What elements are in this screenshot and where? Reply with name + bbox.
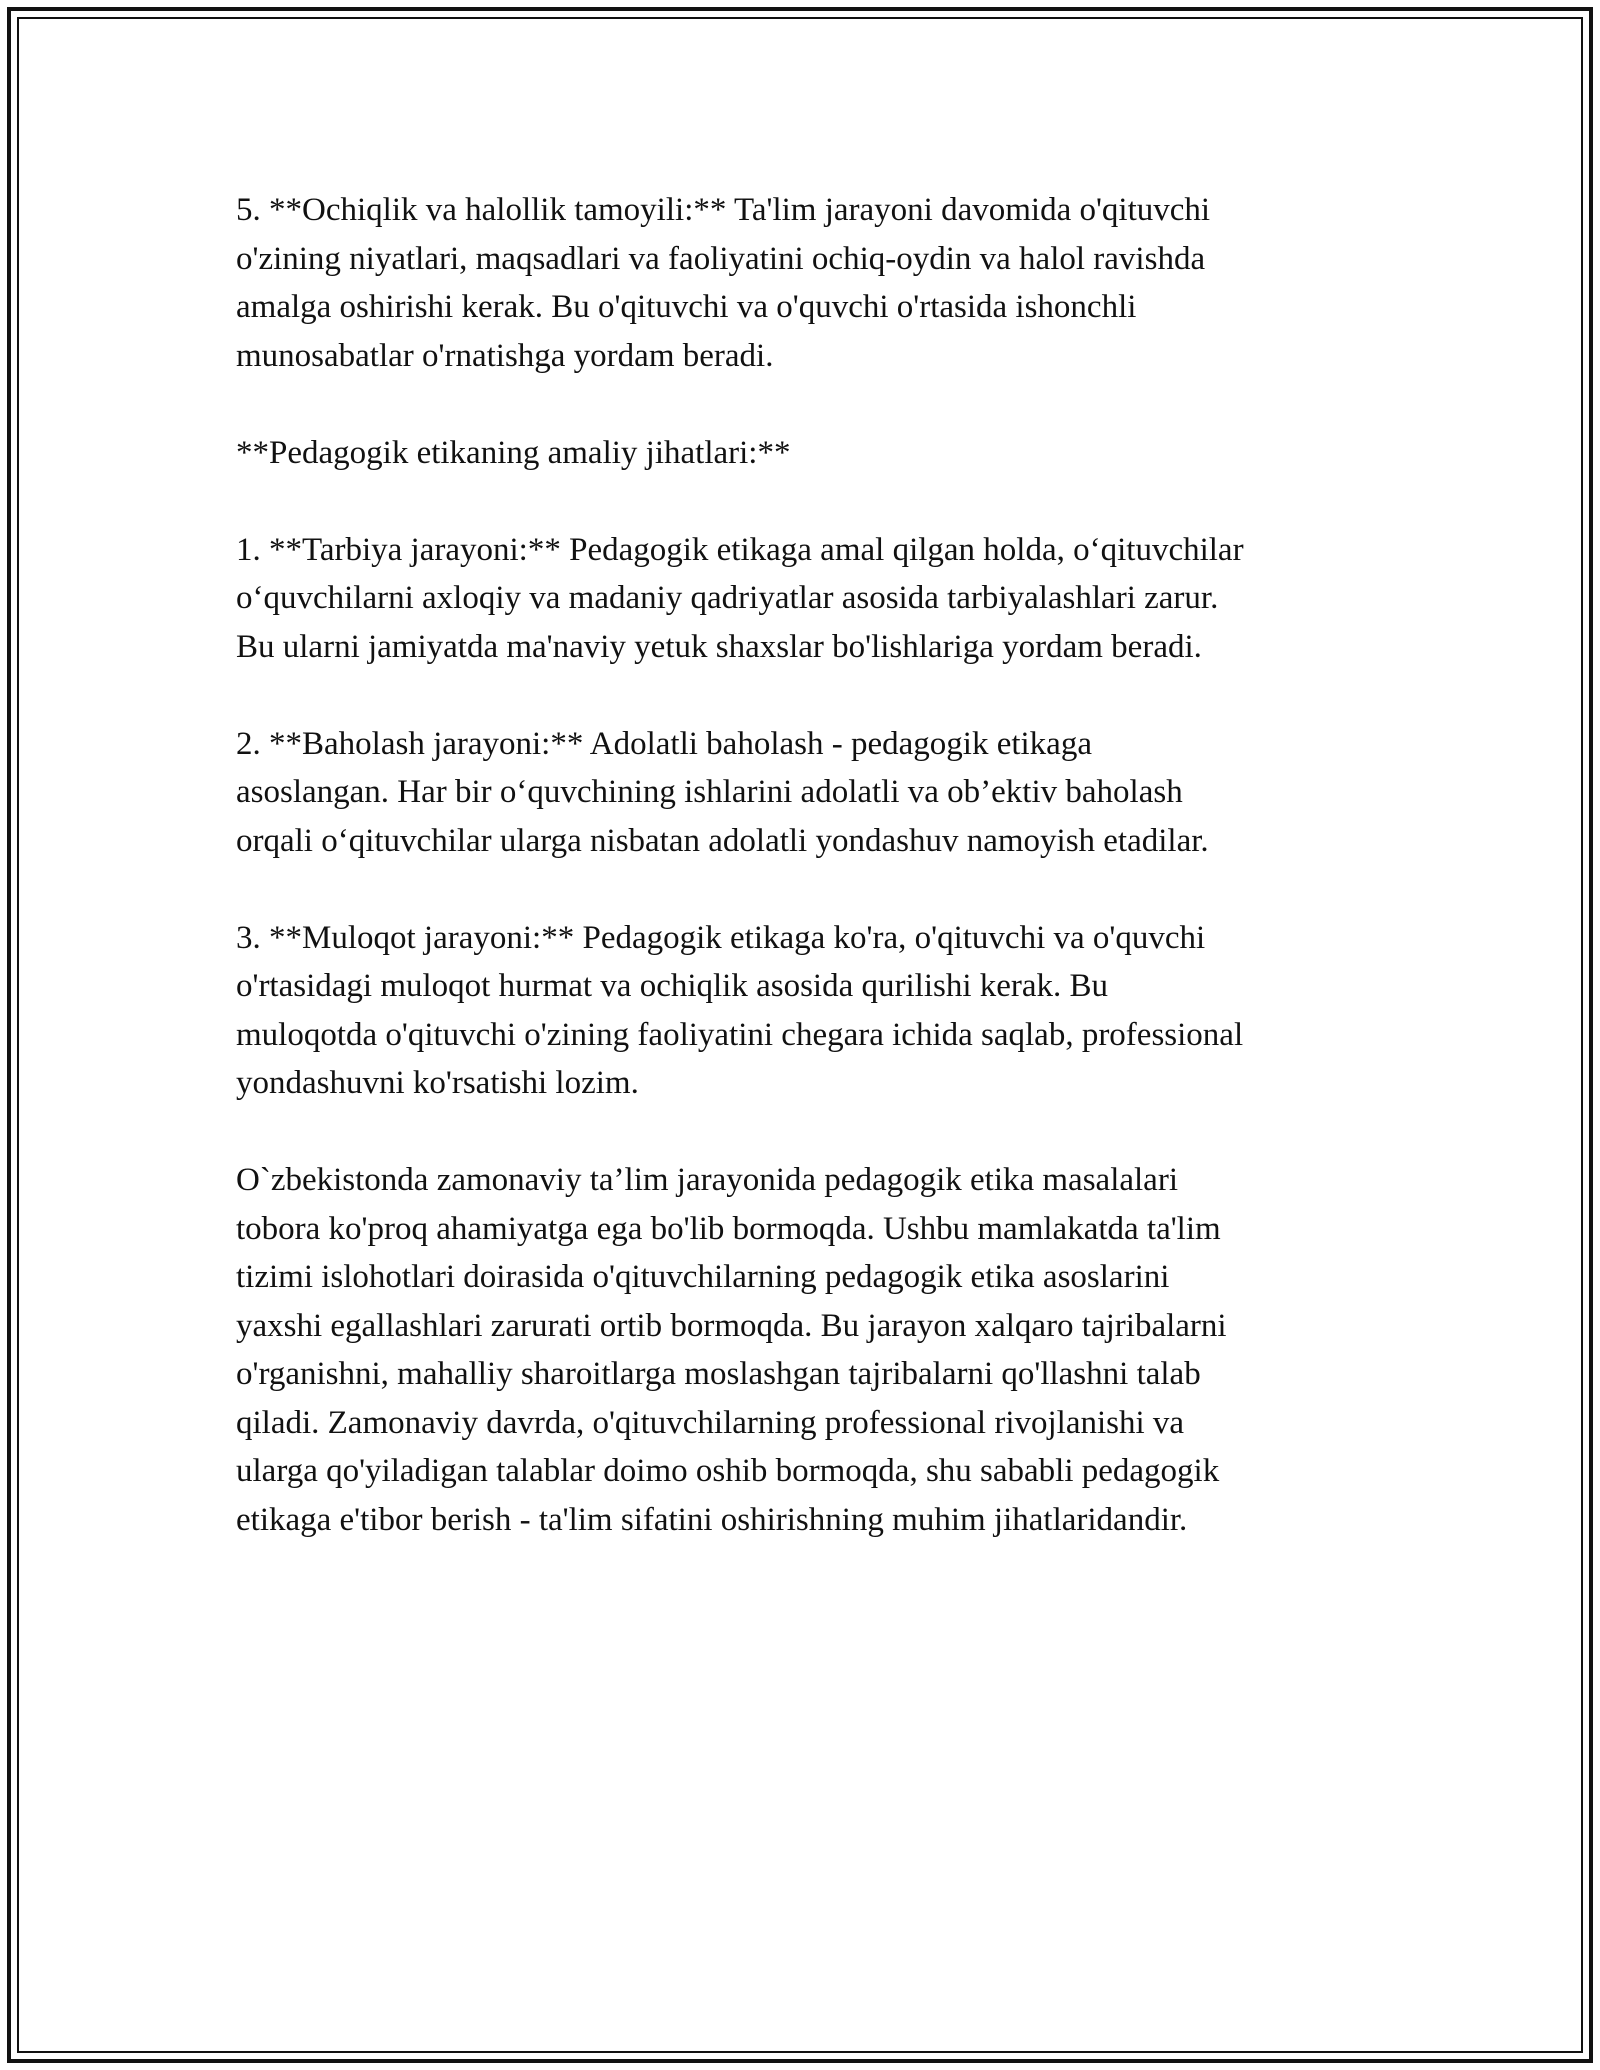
text-line: 3. **Muloqot jarayoni:** Pedagogik etikaga ko'ra, o'qituvchi va o'quvchi [236,919,1206,956]
text-line: o'rganishni, mahalliy sharoitlarga moslashgan tajribalarni qo'llashni talab [236,1356,1201,1392]
section-heading-practical-aspects [236,429,1376,478]
text-line: tobora ko'proq ahamiyatga ega bo'lib bormoqda. Ushbu mamlakatda ta'lim [236,1210,1221,1247]
text-line: O`zbekistonda zamonaviy ta’lim jarayonida pedagogik etika masalalari [236,1162,1178,1198]
paragraph-communication-process [236,914,1376,1108]
text-line: o‘quvchilarni axloqiy va madaniy qadriyatlar asosida tarbiyalashlari zarur. [236,580,1219,616]
text-line: orqali o‘qituvchilar ularga nisbatan adolatli yondashuv namoyish etadilar. [236,822,1209,859]
text-line: qiladi. Zamonaviy davrda, o'qituvchilarning professional rivojlanishi va [236,1404,1185,1441]
text-line: yondashuvni ko'rsatishi lozim. [236,1065,639,1101]
text-line: o'rtasidagi muloqot hurmat va ochiqlik asosida qurilishi kerak. Bu [236,968,1109,1004]
text-line: etikaga e'tibor berish - ta'lim sifatini oshirishning muhim jihatlaridandir. [236,1501,1188,1538]
text-line: yaxshi egallashlari zarurati ortib bormoqda. Bu jarayon xalqaro tajribalarni [236,1307,1227,1344]
text-line: ularga qo'yiladigan talablar doimo oshib bormoqda, shu sababli pedagogik [236,1453,1220,1489]
text-line: 5. **Ochiqlik va halollik tamoyili:** Ta'lim jarayoni davomida o'qituvchi [236,192,1211,228]
text-line: Bu ularni jamiyatda ma'naviy yetuk shaxslar bo'lishlariga yordam beradi. [236,628,1202,665]
document-body [236,186,1376,1593]
paragraph-uzbekistan-context [236,1156,1376,1544]
paragraph-upbringing-process [236,526,1376,672]
text-line: asoslangan. Har bir o‘quvchining ishlarini adolatli va ob’ektiv baholash [236,774,1183,810]
text-line: muloqotda o'qituvchi o'zining faoliyatini chegara ichida saqlab, professional [236,1016,1244,1053]
text-line: o'zining niyatlari, maqsadlari va faoliyatini ochiq-oydin va halol ravishda [236,240,1206,277]
paragraph-assessment-process [236,720,1376,866]
text-line: munosabatlar o'rnatishga yordam beradi. [236,337,774,374]
text-line: tizimi islohotlari doirasida o'qituvchilarning pedagogik etika asoslarini [236,1259,1170,1295]
text-line: **Pedagogik etikaning amaliy jihatlari:** [236,434,791,471]
text-line: 1. **Tarbiya jarayoni:** Pedagogik etikaga amal qilgan holda, o‘qituvchilar [236,531,1244,568]
text-line: amalga oshirishi kerak. Bu o'qituvchi va o'quvchi o'rtasida ishonchli [236,289,1137,325]
text-line: 2. **Baholash jarayoni:** Adolatli baholash - pedagogik etikaga [236,725,1092,762]
paragraph-openness-principle [236,186,1376,380]
